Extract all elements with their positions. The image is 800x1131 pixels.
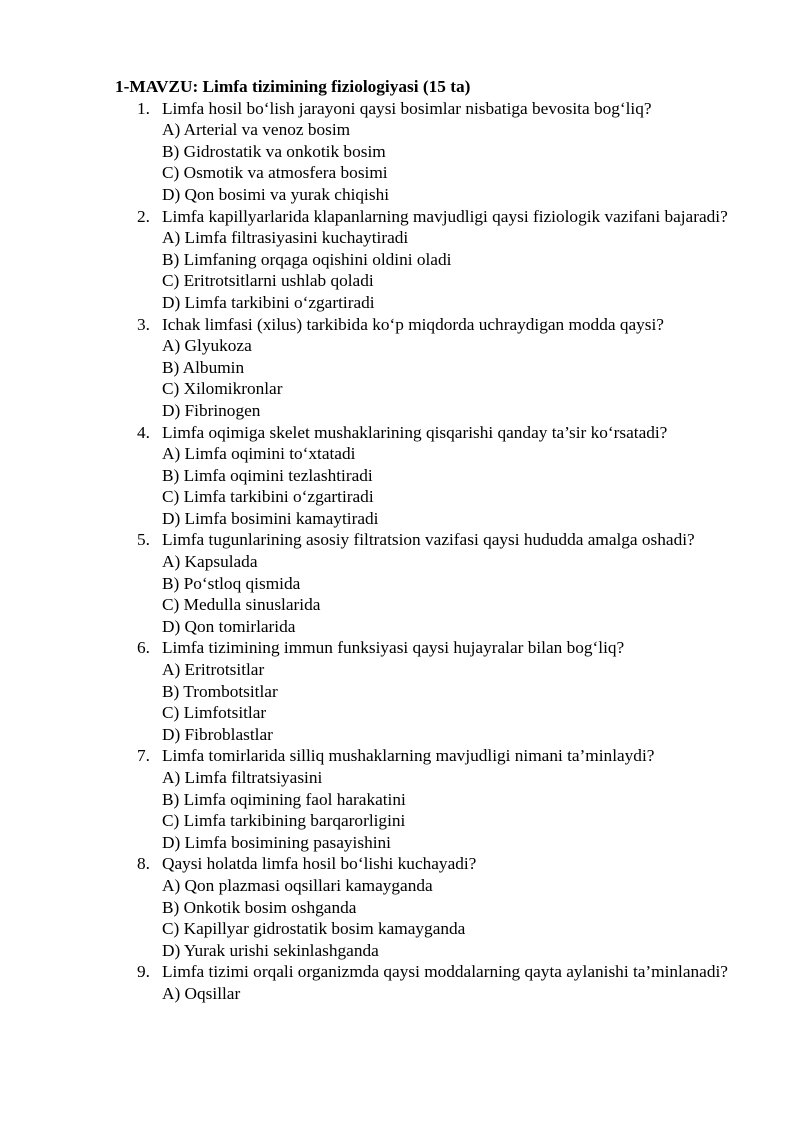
answer-options — [162, 335, 765, 421]
question-number: 3. — [137, 314, 150, 334]
answer-option: D) Fibrinogen — [162, 400, 261, 420]
answer-option: B) Trombotsitlar — [162, 681, 278, 701]
question-list — [115, 98, 765, 1005]
answer-option: A) Qon plazmasi oqsillari kamayganda — [162, 875, 433, 895]
answer-options — [162, 227, 765, 313]
question-number: 4. — [137, 422, 150, 442]
document-content — [115, 76, 765, 1005]
answer-option: A) Kapsulada — [162, 552, 258, 572]
answer-options — [162, 443, 765, 529]
question-text: Limfa oqimiga skelet mushaklarining qisqarishi qanday ta’sir ko‘rsatadi? — [162, 422, 668, 442]
answer-option: A) Oqsillar — [162, 983, 241, 1003]
question-text: Qaysi holatda limfa hosil bo‘lishi kuchayadi? — [162, 854, 477, 874]
question-item — [115, 637, 765, 745]
answer-option: C) Xilomikronlar — [162, 379, 283, 399]
answer-options — [162, 551, 765, 637]
answer-option: D) Qon bosimi va yurak chiqishi — [162, 184, 390, 204]
answer-option: C) Osmotik va atmosfera bosimi — [162, 163, 388, 183]
answer-options — [162, 119, 765, 205]
question-number: 1. — [137, 98, 150, 118]
answer-options — [162, 767, 765, 853]
answer-option: A) Limfa filtrasiyasini kuchaytiradi — [162, 228, 409, 248]
answer-option: A) Limfa oqimini to‘xtatadi — [162, 444, 356, 464]
answer-option: D) Limfa bosimini kamaytiradi — [162, 508, 379, 528]
answer-option: D) Fibroblastlar — [162, 724, 273, 744]
question-item — [115, 529, 765, 637]
answer-option: C) Eritrotsitlarni ushlab qoladi — [162, 271, 374, 291]
answer-option: B) Limfa oqimini tezlashtiradi — [162, 465, 373, 485]
answer-option: D) Limfa tarkibini o‘zgartiradi — [162, 292, 375, 312]
answer-options — [162, 659, 765, 745]
question-number: 2. — [137, 206, 150, 226]
question-number: 5. — [137, 530, 150, 550]
question-item — [115, 206, 765, 314]
question-text: Limfa tizimi orqali organizmda qaysi moddalarning qayta aylanishi ta’minlanadi? — [162, 962, 728, 982]
answer-options — [162, 875, 765, 961]
answer-option: B) Albumin — [162, 357, 245, 377]
question-text: Limfa tugunlarining asosiy filtratsion vazifasi qaysi hududda amalga oshadi? — [162, 530, 695, 550]
answer-option: A) Glyukoza — [162, 336, 252, 356]
question-item — [115, 961, 765, 1004]
answer-option: A) Limfa filtratsiyasini — [162, 768, 323, 787]
question-number: 8. — [137, 854, 150, 874]
answer-option: B) Limfaning orqaga oqishini oldini oladi — [162, 249, 452, 269]
answer-option: C) Kapillyar gidrostatik bosim kamayganda — [162, 919, 466, 939]
question-item — [115, 314, 765, 422]
question-number: 9. — [137, 962, 150, 982]
answer-option: D) Limfa bosimining pasayishini — [162, 832, 391, 852]
answer-option: C) Limfa tarkibining barqarorligini — [162, 811, 406, 831]
answer-option: A) Arterial va venoz bosim — [162, 120, 351, 140]
answer-option: B) Gidrostatik va onkotik bosim — [162, 141, 386, 161]
answer-option: C) Medulla sinuslarida — [162, 595, 321, 615]
answer-option: C) Limfa tarkibini o‘zgartiradi — [162, 487, 374, 507]
page-title: 1-MAVZU: Limfa tizimining fiziologiyasi (15 ta) — [115, 77, 471, 96]
answer-option: D) Yurak urishi sekinlashganda — [162, 940, 379, 960]
question-number: 6. — [137, 638, 150, 658]
question-text: Limfa kapillyarlarida klapanlarning mavjudligi qaysi fiziologik vazifani bajaradi? — [162, 206, 728, 226]
question-text: Ichak limfasi (xilus) tarkibida ko‘p miqdorda uchraydigan modda qaysi? — [162, 314, 664, 334]
question-item — [115, 98, 765, 206]
answer-option: C) Limfotsitlar — [162, 703, 267, 723]
answer-option: A) Eritrotsitlar — [162, 660, 265, 680]
question-item — [115, 745, 765, 853]
question-text: Limfa tomirlarida silliq mushaklarning mavjudligi nimani ta’minlaydi? — [162, 746, 655, 766]
question-number: 7. — [137, 746, 150, 766]
question-item — [115, 853, 765, 961]
answer-option: B) Onkotik bosim oshganda — [162, 897, 357, 917]
answer-option: B) Po‘stloq qismida — [162, 573, 301, 593]
answer-option: D) Qon tomirlarida — [162, 616, 296, 636]
answer-option: B) Limfa oqimining faol harakatini — [162, 789, 406, 809]
question-item — [115, 422, 765, 530]
question-text: Limfa tizimining immun funksiyasi qaysi hujayralar bilan bog‘liq? — [162, 638, 625, 658]
question-text: Limfa hosil bo‘lish jarayoni qaysi bosimlar nisbatiga bevosita bog‘liq? — [162, 98, 652, 118]
answer-options — [162, 983, 765, 1005]
